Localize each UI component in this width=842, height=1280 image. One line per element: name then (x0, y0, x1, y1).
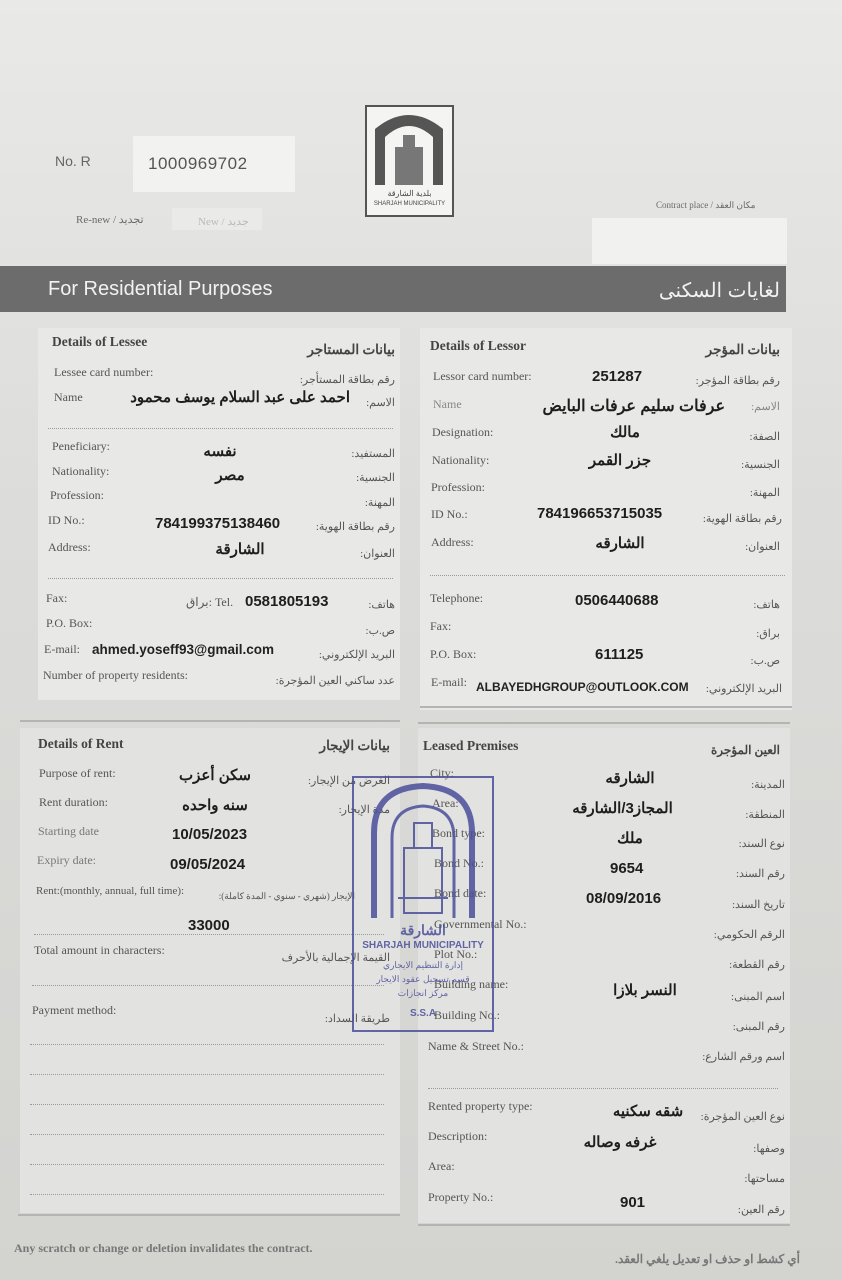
lessor-pobox-value: 611125 (595, 646, 644, 663)
rent-total-label-ar: القيمة الإجمالية بالأحرف (281, 952, 390, 964)
lessee-beneficiary-label-ar: المستفيد: (351, 448, 395, 460)
rent-bottom-rule (18, 1214, 400, 1216)
lessee-id-label-ar: رقم بطاقة الهوية: (315, 521, 395, 533)
premises-plot-label-ar: رقم القطعة: (729, 959, 785, 971)
lessee-card-label-ar: رقم بطاقة المستأجر: (299, 374, 395, 386)
lessor-id-label: ID No.: (431, 507, 468, 521)
logo-text-en: SHARJAH MUNICIPALITY (373, 201, 446, 207)
lessee-address-label-ar: العنوان: (360, 548, 395, 560)
lessee-name-label: Name (54, 390, 83, 404)
premises-building-name-label-ar: اسم المبنى: (731, 991, 785, 1003)
lessee-title-en: Details of Lessee (52, 334, 148, 349)
rent-amount-label: Rent:(monthly, annual, full time): (36, 885, 185, 897)
lessee-address-label: Address: (48, 540, 91, 554)
rent-expiry-value: 09/05/2024 (170, 856, 246, 873)
premises-bondno-value: 9654 (610, 860, 644, 877)
premises-desc-value: غرفه وصاله (583, 1134, 657, 1151)
lessee-beneficiary-value: نفسه (203, 443, 237, 460)
premises-bondno-label: Bond No.: (434, 856, 485, 870)
lessor-profession-label: Profession: (431, 480, 485, 494)
rent-amount-line (34, 934, 384, 935)
logo-text-ar: بلدية الشارقة (387, 189, 432, 198)
lessee-email-label: E-mail: (44, 642, 80, 656)
premises-pno-value: 901 (620, 1194, 646, 1211)
premises-top-rule (418, 722, 790, 724)
rent-start-label: Starting date (38, 824, 99, 838)
lessee-fax-label-ar: هاتف: (368, 599, 395, 611)
lessee-address-value: الشارقة (215, 541, 265, 558)
lessor-telephone-label: Telephone: (430, 591, 484, 605)
premises-building-name-label: Building name: (434, 977, 509, 991)
premises-street-label-ar: اسم ورقم الشارع: (702, 1051, 785, 1063)
premises-bottom-rule (418, 1224, 790, 1226)
premises-ptype-value: شقه سكنيه (612, 1103, 684, 1120)
lessee-pobox-label: P.O. Box: (46, 616, 93, 630)
lessee-address-line (48, 578, 393, 579)
lessee-nationality-label-ar: الجنسية: (356, 472, 395, 484)
rent-duration-label-ar: مدة الإيجار: (338, 804, 390, 816)
lessor-card-label: Lessor card number: (433, 369, 532, 383)
rent-payment-line-2 (30, 1074, 384, 1075)
lessee-tel-label: براق: Tel. (186, 595, 234, 609)
lessor-profession-label-ar: المهنة: (749, 487, 780, 499)
lessor-telephone-label-ar: هاتف: (753, 599, 780, 611)
premises-gov-label-ar: الرقم الحكومي: (713, 929, 785, 941)
lessee-blank-line (48, 428, 393, 429)
lessor-title-en: Details of Lessor (430, 338, 526, 353)
lessee-beneficiary-label: Peneficiary: (52, 439, 110, 453)
rent-payment-line-6 (30, 1194, 384, 1195)
premises-plot-label: Plot No.: (434, 947, 478, 961)
premises-street-line (428, 1088, 778, 1089)
stamp-line3: إدارة التنظيم الايجاري (383, 960, 463, 970)
rent-payment-line-3 (30, 1104, 384, 1105)
rent-total-label: Total amount in characters: (34, 943, 165, 957)
lessor-name-label: Name (433, 397, 462, 411)
stamp-line4: قسم تسجيل عقود الايجار (376, 974, 470, 984)
lessor-address-value: الشارقه (595, 535, 645, 552)
lessor-email-label-ar: البريد الإلكتروني: (705, 683, 782, 695)
premises-ptype-label: Rented property type: (428, 1099, 533, 1113)
footer-notice-ar: أي كشط او حذف او تعديل يلغي العقد. (614, 1252, 800, 1266)
lessee-profession-label-ar: المهنة: (364, 497, 395, 509)
fort-icon (367, 107, 452, 189)
rent-payment-line-1 (30, 1044, 384, 1045)
lessor-fax-label-ar: براق: (756, 628, 780, 640)
rent-purpose-label-ar: الغرض من الإيجار: (307, 775, 390, 787)
rent-amount-label-ar: الإيجار (شهري - سنوي - المدة كاملة): (218, 891, 355, 901)
premises-building-name-value: النسر بلازا (613, 982, 677, 999)
lessor-pobox-label-ar: ص.ب: (750, 655, 780, 667)
premises-city-label-ar: المدينة: (751, 779, 785, 791)
lessee-name-value: احمد على عبد السلام يوسف محمود (130, 389, 350, 406)
lessee-tel-value: 0581805193 (245, 593, 329, 610)
rent-duration-label: Rent duration: (39, 795, 108, 809)
premises-title-en: Leased Premises (423, 738, 519, 753)
banner-title-ar: لغايات السكنى (658, 280, 780, 302)
premises-building-no-label-ar: رقم المبنى: (732, 1021, 785, 1033)
rent-payment-line-5 (30, 1164, 384, 1165)
lessor-name-value: عرفات سليم عرفات البايض (542, 398, 725, 415)
footer-notice-en: Any scratch or change or deletion invalidates the contract. (14, 1241, 313, 1255)
premises-desc-label-ar: وصفها: (753, 1143, 785, 1155)
lessor-telephone-value: 0506440688 (575, 592, 659, 609)
lessor-address-line (430, 575, 785, 576)
premises-street-label: Name & Street No.: (428, 1039, 524, 1053)
stamp-line2: SHARJAH MUNICIPALITY (362, 940, 484, 951)
premises-city-value: الشارقه (605, 770, 655, 787)
rent-top-rule (20, 720, 400, 722)
lessor-designation-label-ar: الصفة: (749, 431, 780, 443)
premises-title-ar: العين المؤجرة (711, 743, 780, 757)
new-box (172, 208, 262, 230)
premises-bonddate-label: Bond date: (434, 886, 487, 900)
lessee-name-label-ar: الاسم: (366, 397, 395, 409)
rent-amount-value: 33000 (188, 917, 230, 934)
rent-payment-label: Payment method: (32, 1003, 117, 1017)
lessor-address-label: Address: (431, 535, 474, 549)
lessee-residents-label: Number of property residents: (43, 668, 188, 682)
lessee-card-label: Lessee card number: (54, 365, 154, 379)
sharjah-municipality-logo (365, 105, 454, 217)
lessee-email-value: ahmed.yoseff93@gmail.com (92, 642, 274, 657)
lessee-fax-label: Fax: (46, 591, 68, 605)
rent-start-value: 10/05/2023 (172, 826, 248, 843)
lessor-nationality-label: Nationality: (432, 453, 490, 467)
lessor-address-label-ar: العنوان: (745, 541, 780, 553)
lessor-designation-value: مالك (610, 424, 640, 441)
premises-pno-label-ar: رقم العين: (737, 1204, 785, 1216)
premises-ptype-label-ar: نوع العين المؤجرة: (700, 1111, 785, 1123)
lessor-designation-label: Designation: (432, 425, 494, 439)
rent-purpose-label: Purpose of rent: (39, 766, 116, 780)
stamp-line6: S.S.A (409, 1008, 437, 1019)
premises-area-value: المجاز3/الشارقه (572, 800, 673, 817)
premises-bondno-label-ar: رقم السند: (735, 868, 785, 880)
premises-bondtype-label-ar: نوع السند: (738, 838, 785, 850)
rent-payment-label-ar: طريقة السداد: (324, 1013, 390, 1025)
stamp-line5: مركز انجازات (397, 988, 449, 998)
lessee-id-label: ID No.: (48, 513, 85, 527)
premises-pno-label: Property No.: (428, 1190, 494, 1204)
premises-parea-label-ar: مساحتها: (744, 1173, 785, 1185)
premises-building-no-label: Building No.: (434, 1008, 501, 1022)
lessor-card-value: 251287 (592, 368, 643, 385)
stamp-line1: الشارقة (400, 922, 446, 938)
lessor-email-value: ALBAYEDHGROUP@OUTLOOK.COM (476, 680, 689, 694)
lessor-bottom-rule (420, 706, 792, 708)
lessor-card-label-ar: رقم بطاقة المؤجر: (695, 375, 780, 387)
lessor-fax-label: Fax: (430, 619, 452, 633)
lessor-pobox-label: P.O. Box: (430, 647, 477, 661)
lessor-email-label: E-mail: (431, 675, 467, 689)
lessee-residents-label-ar: عدد ساكني العين المؤجرة: (275, 675, 395, 687)
lessee-email-label-ar: البريد الإلكتروني: (318, 649, 395, 661)
lessee-nationality-value: مصر (215, 467, 245, 484)
contract-no-value: 1000969702 (148, 154, 248, 173)
rent-title-en: Details of Rent (38, 736, 124, 751)
premises-city-label: City: (430, 766, 455, 780)
rent-purpose-value: سكن أعزب (179, 767, 251, 784)
municipality-stamp (352, 776, 494, 1032)
premises-desc-label: Description: (428, 1129, 488, 1143)
rent-total-line (32, 985, 384, 986)
renew-label: Re-new / تجديد (76, 214, 144, 226)
premises-bonddate-value: 08/09/2016 (586, 890, 662, 907)
premises-bondtype-label: Bond type: (432, 826, 485, 840)
premises-area-label: Area: (432, 796, 459, 810)
rent-duration-value: سنه واحده (182, 797, 248, 814)
premises-bonddate-label-ar: تاريخ السند: (731, 899, 785, 911)
rent-title-ar: بيانات الإيجار (319, 738, 390, 753)
lessee-id-value: 784199375138460 (155, 515, 281, 532)
rent-payment-line-4 (30, 1134, 384, 1135)
lessee-title-ar: بيانات المستاجر (307, 342, 395, 357)
lessor-id-value: 784196653715035 (537, 505, 663, 522)
lessee-pobox-label-ar: ص.ب: (365, 625, 395, 637)
lessor-nationality-label-ar: الجنسية: (741, 459, 780, 471)
contract-place-label: Contract place / مكان العقد (656, 200, 756, 210)
premises-parea-label: Area: (428, 1159, 455, 1173)
premises-gov-label: Governmental No.: (434, 917, 527, 931)
lessor-nationality-value: جزر القمر (588, 452, 652, 469)
banner-title-en: For Residential Purposes (48, 278, 273, 300)
lessee-nationality-label: Nationality: (52, 464, 110, 478)
stamp-fort-icon (354, 778, 492, 923)
rent-expiry-label: Expiry date: (37, 853, 96, 867)
lessor-id-label-ar: رقم بطاقة الهوية: (702, 513, 782, 525)
lessor-name-label-ar: الاسم: (751, 401, 780, 413)
lessor-title-ar: بيانات المؤجر (705, 342, 780, 357)
contract-no-label: No. R (55, 153, 91, 169)
premises-bondtype-value: ملك (617, 830, 643, 847)
contract-place-box (592, 218, 787, 264)
lessee-profession-label: Profession: (50, 488, 104, 502)
premises-area-label-ar: المنطقة: (745, 809, 785, 821)
